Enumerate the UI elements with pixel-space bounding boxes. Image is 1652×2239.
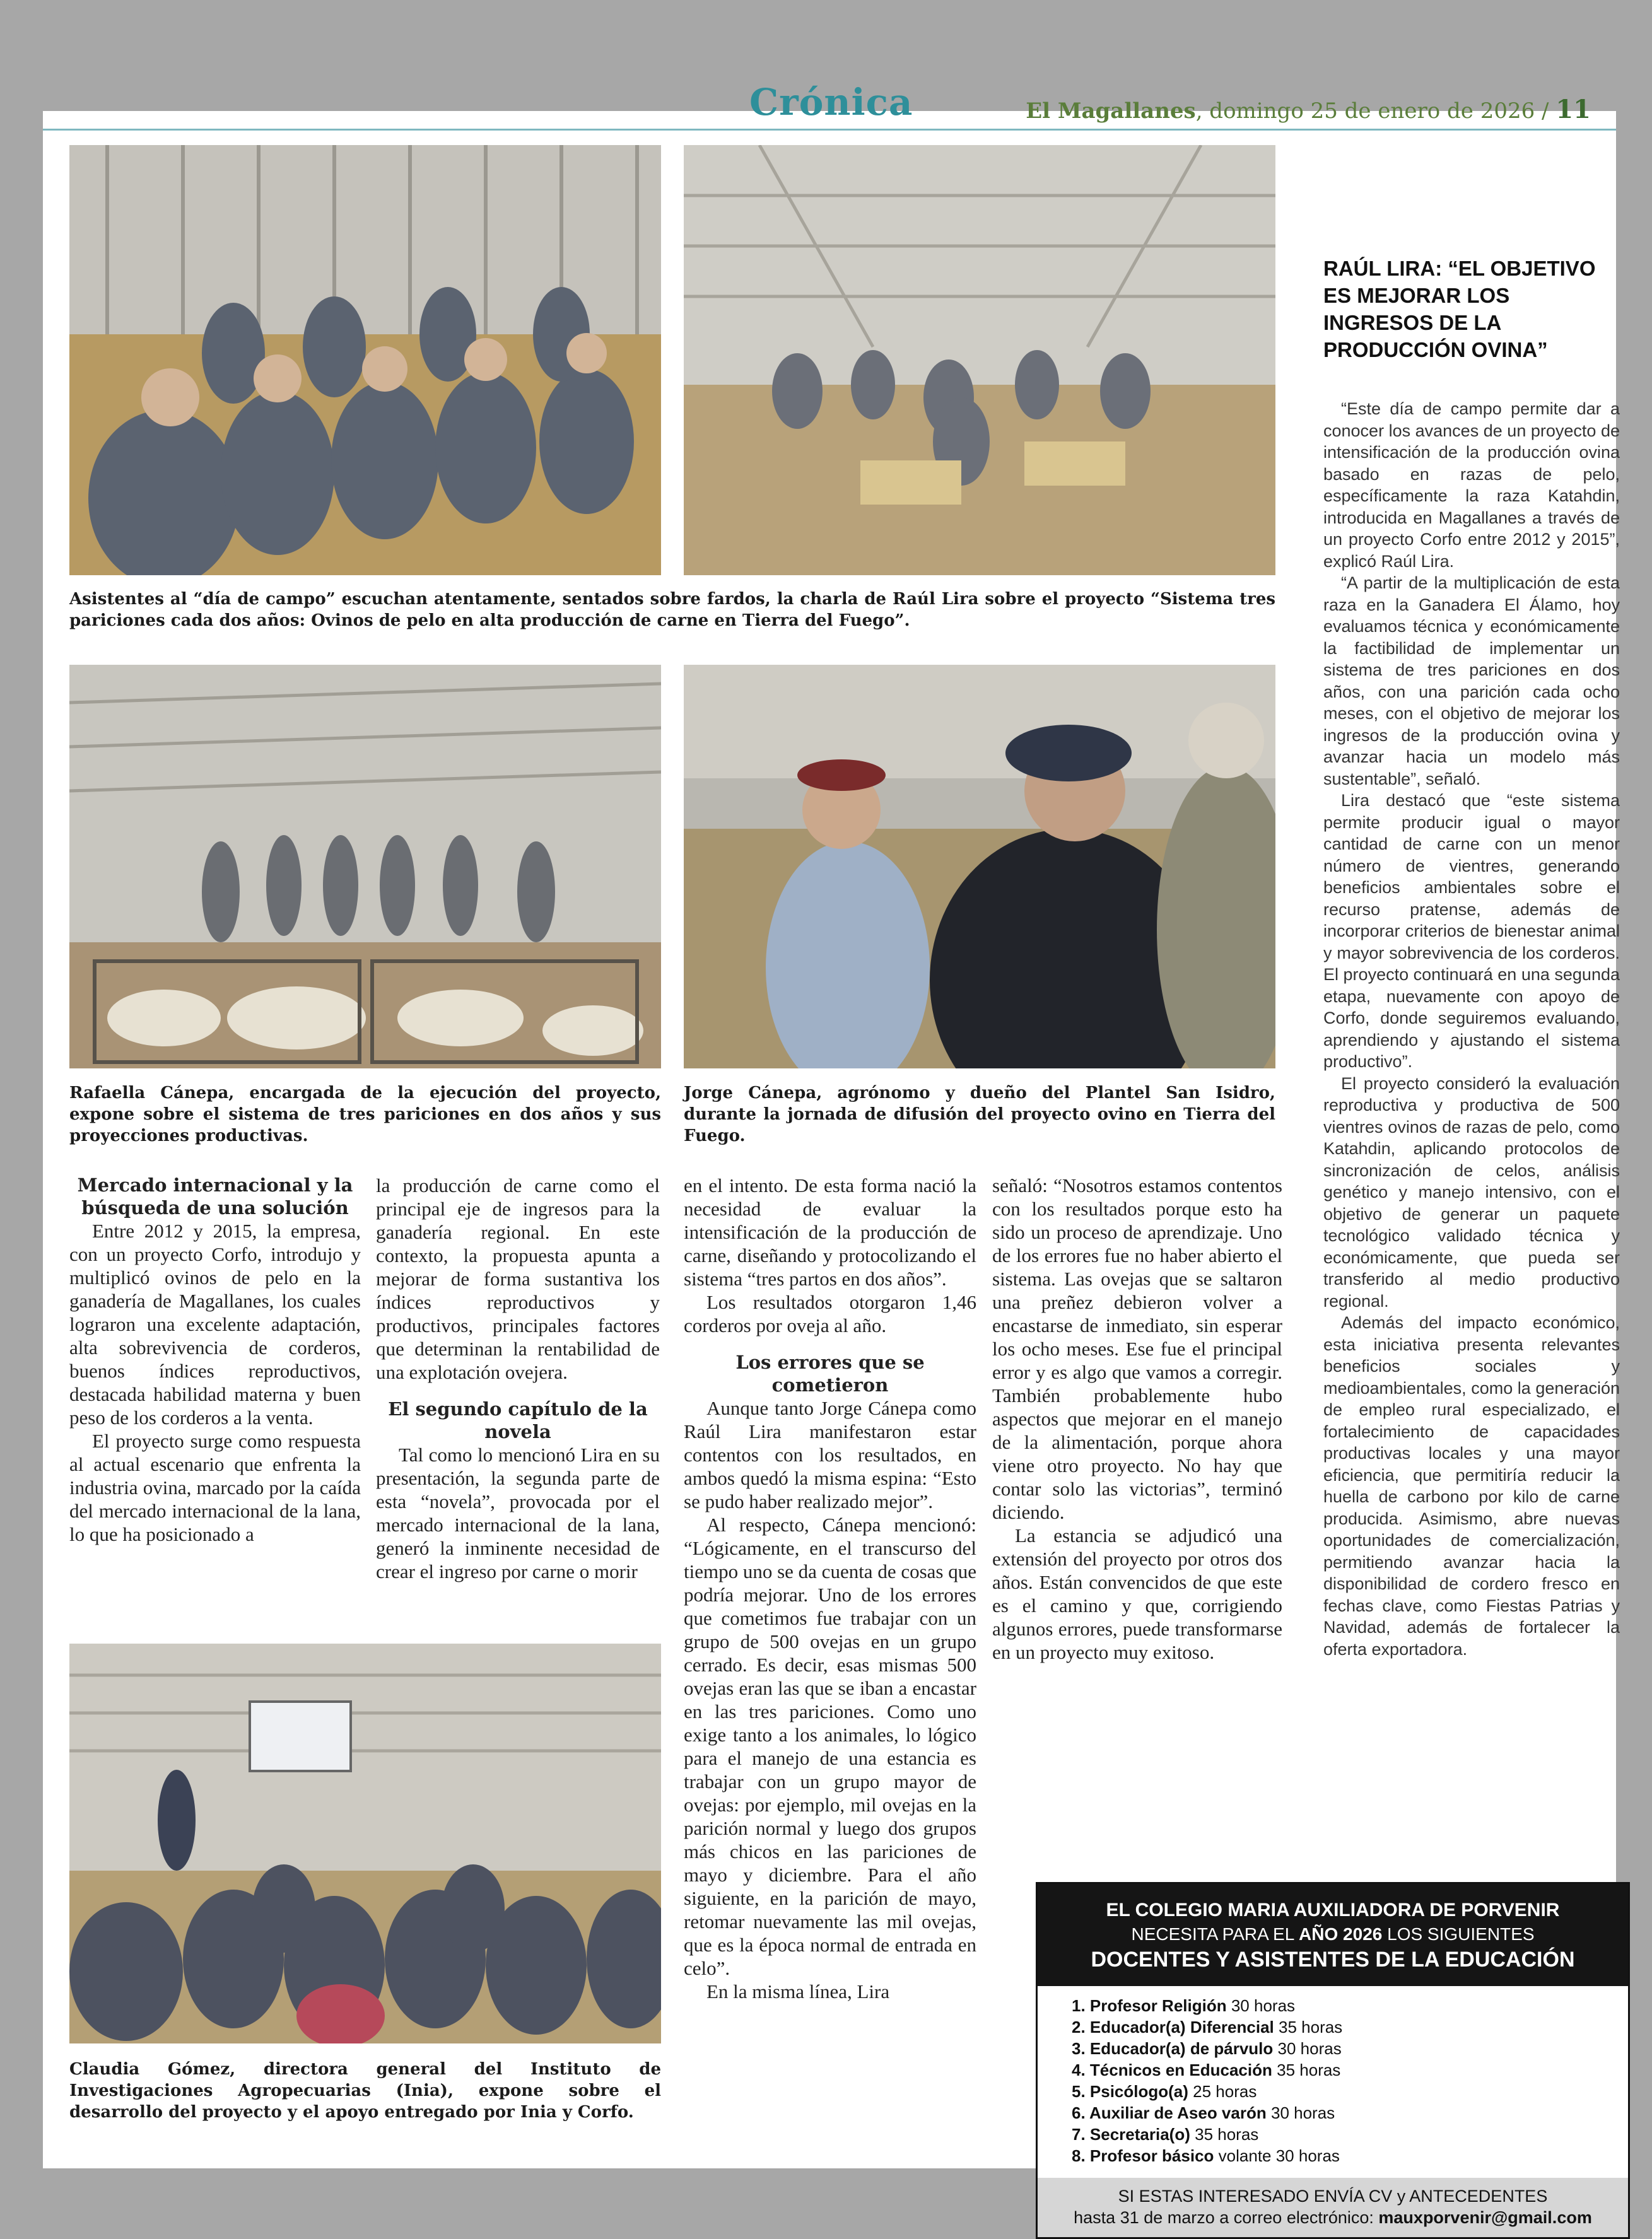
position-hours: 25 horas bbox=[1193, 2082, 1257, 2101]
article-column-1 bbox=[69, 1174, 361, 1546]
caption-bottom: Claudia Gómez, directora general del Instituto de Investigaciones Agropecuarias (Inia), expone sobre el desarrollo del proyecto y el apoyo entregado por Inia y Corfo. bbox=[69, 2060, 661, 2122]
caption-middle-right: Jorge Cánepa, agrónomo y dueño del Plantel San Isidro, durante la jornada de difusión del proyecto ovino en Tierra del Fuego. bbox=[684, 1084, 1275, 1145]
photo-jorge-canepa bbox=[684, 665, 1275, 1068]
position-hours: 35 horas bbox=[1195, 2125, 1259, 2144]
article-column-3 bbox=[684, 1174, 976, 2003]
article-paragraph: en el intento. De esta forma nació la necesidad de evaluar la intensificación de la producción de carne, diseñando y protocolizando el sistema “tres partos en dos años”. bbox=[684, 1174, 976, 1290]
ad-subtitle bbox=[1044, 1923, 1622, 1946]
article-paragraph: Al respecto, Cánepa mencionó: “Lógicamente, en el transcurso del tiempo uno se da cuenta de cosas que podría mejorar. Uno de los errores que cometimos fue trabajar con un grupo de 500 ovejas en un grupo cerrado. Es decir, esas mismas 500 ovejas eran las que se iban a encastar en las tres pariciones. Como uno exige tanto a los animales, lo lógico para el manejo de una estancia es trabajar con un grupo mayor de ovejas: por ejemplo, mil ovejas en la parición normal y luego dos grupos más chicos en las pariciones de mayo y diciembre. Para el año siguiente, en la parición de mayo, retomar nuevamente las mil ovejas, que es la época normal de entrada en celo”. bbox=[684, 1514, 976, 1979]
sidebar-paragraph: Lira destacó que “este sistema permite producir igual o mayor cantidad de carne con un menor número de vientres, generando beneficios ambientales sobre el recurso pratense, además de incorporar criterios de bienestar animal y mayor sobrevivencia de los corderos. El proyecto continuará en una segunda etapa, nuevamente con apoyo de Corfo, donde seguiremos evaluando, aprendiendo y ajustando el sistema productivo”. bbox=[1323, 791, 1620, 1071]
ad-position-item bbox=[1072, 2102, 1628, 2124]
ad-footer-line1: SI ESTAS INTERESADO ENVÍA CV y ANTECEDENTES bbox=[1118, 2187, 1548, 2206]
position-hours: 35 horas bbox=[1279, 2018, 1343, 2037]
position-name: 7. Secretaria(o) bbox=[1072, 2125, 1190, 2144]
position-hours: 35 horas bbox=[1277, 2061, 1341, 2079]
section-title: Crónica bbox=[749, 81, 913, 124]
ad-deadline-text: hasta 31 de marzo a correo electrónico: bbox=[1074, 2208, 1379, 2227]
sidebar-body bbox=[1323, 398, 1620, 1660]
subheading-errores: Los errores que se cometieron bbox=[735, 1352, 925, 1396]
photo-claudia-gomez bbox=[69, 1644, 661, 2043]
ad-email: mauxporvenir@gmail.com bbox=[1378, 2208, 1592, 2227]
article-paragraph: La estancia se adjudicó una extensión del proyecto por otros dos años. Están convencidos de que este es el camino y que, corrigiendo algunos errores, puede transformarse en un proyecto muy exitoso. bbox=[992, 1524, 1282, 1663]
ad-headline: DOCENTES Y ASISTENTES DE LA EDUCACIÓN bbox=[1091, 1948, 1575, 1972]
position-name: 6. Auxiliar de Aseo varón bbox=[1072, 2103, 1267, 2122]
job-advertisement bbox=[1036, 1882, 1630, 2239]
ad-subtitle-pre: NECESITA PARA EL bbox=[1131, 1924, 1299, 1944]
article-column-2 bbox=[376, 1174, 660, 1583]
position-name: 2. Educador(a) Diferencial bbox=[1072, 2018, 1274, 2037]
ad-position-item bbox=[1072, 2124, 1628, 2145]
position-hours: 30 horas bbox=[1277, 2039, 1342, 2058]
caption-top: Asistentes al “día de campo” escuchan atentamente, sentados sobre fardos, la charla de Raúl Lira sobre el proyecto “Sistema tres pariciones cada dos años: Ovinos de pelo en alta producción de carne en Tierra del Fuego”. bbox=[69, 590, 1275, 630]
position-name: 3. Educador(a) de párvulo bbox=[1072, 2039, 1274, 2058]
caption-middle-left: Rafaella Cánepa, encargada de la ejecución del proyecto, expone sobre el sistema de tres pariciones en dos años y sus proyecciones productivas. bbox=[69, 1084, 661, 1145]
page-header-info bbox=[1026, 95, 1591, 124]
sidebar-paragraph: “A partir de la multiplicación de esta raza en la Ganadera El Álamo, hoy evaluamos técnica y económicamente la factibilidad de implementar un sistema de tres pariciones en dos años, con una parición cada ocho meses, con el objetivo de mejorar los ingresos de la producción ovina y avanzar hacia un modelo más sustentable”, señaló. bbox=[1323, 573, 1620, 788]
article-paragraph: la producción de carne como el principal eje de ingresos para la ganadería regional. En este contexto, la propuesta apunta a mejorar de forma sustantiva los índices reproductivos y productivos, principales factores que determinan la rentabilidad de una explotación ovejera. bbox=[376, 1174, 660, 1383]
ad-school-name: EL COLEGIO MARIA AUXILIADORA DE PORVENIR bbox=[1106, 1900, 1560, 1920]
article-paragraph: señaló: “Nosotros estamos contentos con los resultados porque esto ha sido un proceso de aprendizaje. Uno de los errores fue no haber abierto el sistema. Las ovejas que se saltaron una preñez debieron volver a encastarse de inmediato, sin esperar los ocho meses. Ese fue el principal error y es algo que vamos a corregir. También probablemente hubo aspectos que mejorar en el manejo de la alimentación, porque ahora viene otro proyecto. No hay que contar solo las victorias”, terminó diciendo. bbox=[992, 1174, 1282, 1523]
ad-header bbox=[1038, 1884, 1628, 1986]
photo-audience-bales bbox=[69, 145, 661, 575]
photo-rafaella-pens bbox=[69, 665, 661, 1068]
ad-footer bbox=[1038, 2178, 1628, 2237]
newspaper-name: El Magallanes bbox=[1026, 98, 1196, 124]
position-name: 4. Técnicos en Educación bbox=[1072, 2061, 1272, 2079]
position-hours: 30 horas bbox=[1270, 2103, 1335, 2122]
ad-subtitle-year: AÑO 2026 bbox=[1299, 1924, 1383, 1944]
photo-barn-wide bbox=[684, 145, 1275, 575]
article-paragraph: Aunque tanto Jorge Cánepa como Raúl Lira manifestaron estar contentos con los resultados, en ambos quedó la misma espina: “Esto se pudo haber realizado mejor”. bbox=[684, 1397, 976, 1512]
sidebar-paragraph: Además del impacto económico, esta iniciativa presenta relevantes beneficios sociales y medioambientales, como la generación de empleo rural especializado, el fortalecimiento de capacidades productivas locales y una mayor eficiencia, que permitiría reducir la huella de carbono por kilo de carne producida. Asimismo, abre nuevas oportunidades de comercialización, permitiendo avanzar hacia la disponibilidad de cordero fresco en fechas clave, como Fiestas Patrias y Navidad, además de fortalecer la oferta exportadora. bbox=[1323, 1313, 1620, 1659]
ad-position-item bbox=[1072, 2059, 1628, 2081]
subheading-segundo-capitulo: El segundo capítulo de la novela bbox=[388, 1398, 648, 1442]
ad-positions-list bbox=[1072, 1995, 1628, 2166]
position-hours: volante 30 horas bbox=[1218, 2146, 1340, 2165]
issue-date: , domingo 25 de enero de 2026 / bbox=[1195, 98, 1549, 124]
sidebar-paragraph: “Este día de campo permite dar a conocer los avances de un proyecto de intensificación de la producción ovina basado en razas de pelo, específicamente la raza Katahdin, introducida en Magallanes a través de un proyecto Corfo entre 2012 y 2015”, explicó Raúl Lira. bbox=[1323, 399, 1620, 571]
page-number: 11 bbox=[1555, 95, 1591, 124]
ad-position-item bbox=[1072, 2016, 1628, 2038]
newspaper-page bbox=[43, 81, 1620, 2227]
position-hours: 30 horas bbox=[1231, 1996, 1296, 2015]
ad-footer-line2 bbox=[1038, 2207, 1628, 2228]
ad-position-item bbox=[1072, 2038, 1628, 2059]
ad-position-item bbox=[1072, 2145, 1628, 2166]
subheading-mercado: Mercado internacional y la búsqueda de una solución bbox=[77, 1174, 353, 1219]
article-paragraph: Los resultados otorgaron 1,46 corderos por oveja al año. bbox=[684, 1291, 976, 1336]
sidebar-paragraph: El proyecto consideró la evaluación reproductiva y productiva de 500 vientres ovinos de razas de pelo, como Katahdin, aplicando protocolos de sincronización de celos, análisis genético y manejo intensivo, con el objetivo de generar un paquete tecnológico validado técnica y económicamente, que pueda ser transferido al medio productivo regional. bbox=[1323, 1073, 1620, 1311]
article-paragraph: Tal como lo mencionó Lira en su presentación, la segunda parte de esta “novela”, provocada por el mercado internacional de la lana, generó la inminente necesidad de crear el ingreso por carne o morir bbox=[376, 1444, 660, 1582]
ad-subtitle-post: LOS SIGUIENTES bbox=[1382, 1924, 1535, 1944]
article-paragraph: El proyecto surge como respuesta al actual escenario que enfrenta la industria ovina, marcado por la caída del mercado internacional de la lana, lo que ha posicionado a bbox=[69, 1430, 361, 1545]
sidebar-heading: RAÚL LIRA: “EL OBJETIVO ES MEJORAR LOS INGRESOS DE LA PRODUCCIÓN OVINA” bbox=[1323, 257, 1596, 361]
ad-position-item bbox=[1072, 2081, 1628, 2102]
article-paragraph: Entre 2012 y 2015, la empresa, con un proyecto Corfo, introdujo y multiplicó ovinos de pelo en la ganadería de Magallanes, los cuales lograron una excelente adaptación, alta sobrevivencia de corderos, buenos índices reproductivos, destacada habilidad materna y buen peso de los corderos a la venta. bbox=[69, 1220, 361, 1429]
ad-position-item bbox=[1072, 1995, 1628, 2016]
position-name: 8. Profesor básico bbox=[1072, 2146, 1214, 2165]
header-rule bbox=[43, 129, 1616, 131]
article-column-4 bbox=[992, 1174, 1282, 1664]
position-name: 1. Profesor Religión bbox=[1072, 1996, 1227, 2015]
position-name: 5. Psicólogo(a) bbox=[1072, 2082, 1188, 2101]
article-paragraph: En la misma línea, Lira bbox=[706, 1980, 890, 2002]
